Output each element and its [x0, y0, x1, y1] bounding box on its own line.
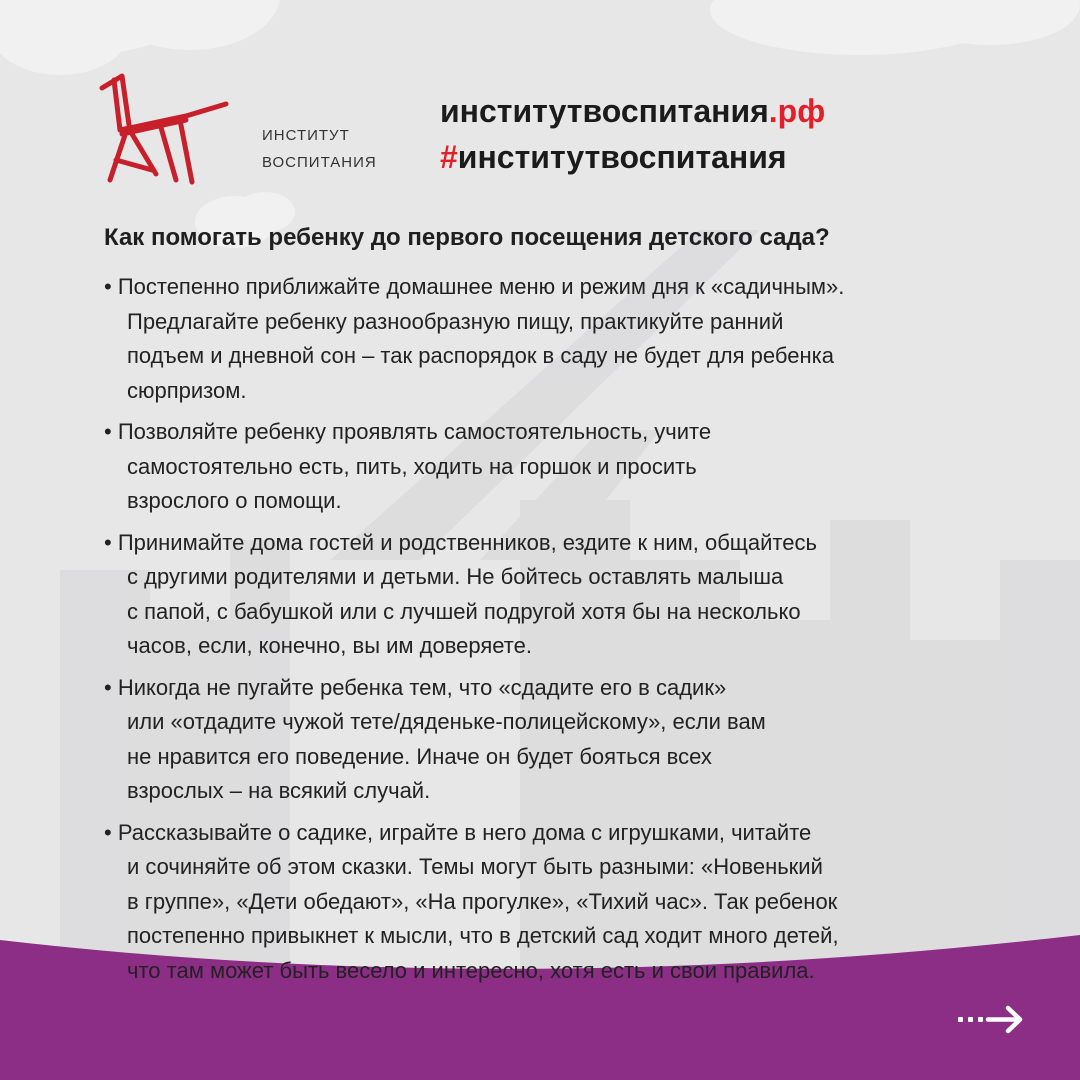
site-block	[440, 88, 825, 180]
logo-text-line2: ВОСПИТАНИЯ	[262, 154, 377, 171]
list-item-line: • Никогда не пугайте ребенка тем, что «сдадите его в садик»	[104, 674, 727, 700]
list-item-line: подъем и дневной сон – так распорядок в саду не будет для ребенка	[127, 343, 834, 368]
list-item-line: постепенно привыкнет к мысли, что в детский сад ходит много детей,	[127, 923, 839, 948]
list-item	[104, 415, 1044, 519]
tips-list	[104, 270, 1044, 995]
list-item	[104, 526, 1044, 664]
hashtag-symbol: #	[440, 139, 458, 175]
list-item-line: • Постепенно приближайте домашнее меню и режим дня к «садичным».	[104, 274, 845, 299]
list-item	[104, 671, 1044, 809]
list-item-line: • Рассказывайте о садике, играйте в него дома с игрушками, читайте	[104, 819, 812, 845]
list-item-line: с другими родителями и детьми. Не бойтесь оставлять малыша	[127, 564, 784, 589]
list-item-line: не нравится его поведение. Иначе он будет бояться всех	[127, 743, 712, 769]
list-item-line: или «отдадите чужой тете/дяденьке-полицейскому», если вам	[127, 709, 766, 734]
chair-horse-logo-icon	[96, 70, 236, 190]
page-title: Как помогать ребенку до первого посещения детского сада?	[104, 224, 830, 251]
list-item-line: часов, если, конечно, вы им доверяете.	[127, 633, 532, 658]
list-item-line: • Принимайте дома гостей и родственников, ездите к ним, общайтесь	[104, 529, 817, 555]
list-item-line: и сочиняйте об этом сказки. Темы могут быть разными: «Новенький	[127, 854, 823, 879]
list-item-line: взрослых – на всякий случай.	[127, 778, 431, 803]
list-item	[104, 270, 1044, 408]
list-item-line: что там может быть весело и интересно, хотя есть и свои правила.	[127, 957, 815, 983]
list-item-line: в группе», «Дети обедают», «На прогулке», «Тихий час». Так ребенок	[127, 888, 838, 914]
list-item-line: Предлагайте ребенку разнообразную пищу, практикуйте ранний	[127, 308, 784, 334]
logo-text-line1: ИНСТИТУТ	[262, 127, 350, 144]
logo-text	[262, 122, 377, 176]
hashtag-text: институтвоспитания	[457, 139, 787, 175]
hashtag[interactable]	[440, 134, 825, 180]
site-tld: .рф	[768, 93, 826, 129]
list-item-line: взрослого о помощи.	[127, 488, 342, 513]
site-name: институтвоспитания	[440, 93, 769, 129]
list-item-line: с папой, с бабушкой или с лучшей подругой хотя бы на несколько	[127, 598, 801, 624]
dotted-arrow-right-icon[interactable]	[956, 1002, 1028, 1036]
list-item	[104, 816, 1044, 989]
list-item-line: самостоятельно есть, пить, ходить на горшок и просить	[127, 453, 697, 479]
site-url[interactable]	[440, 88, 825, 134]
list-item-line: • Позволяйте ребенку проявлять самостоятельность, учите	[104, 419, 712, 444]
list-item-line: сюрпризом.	[127, 377, 247, 403]
